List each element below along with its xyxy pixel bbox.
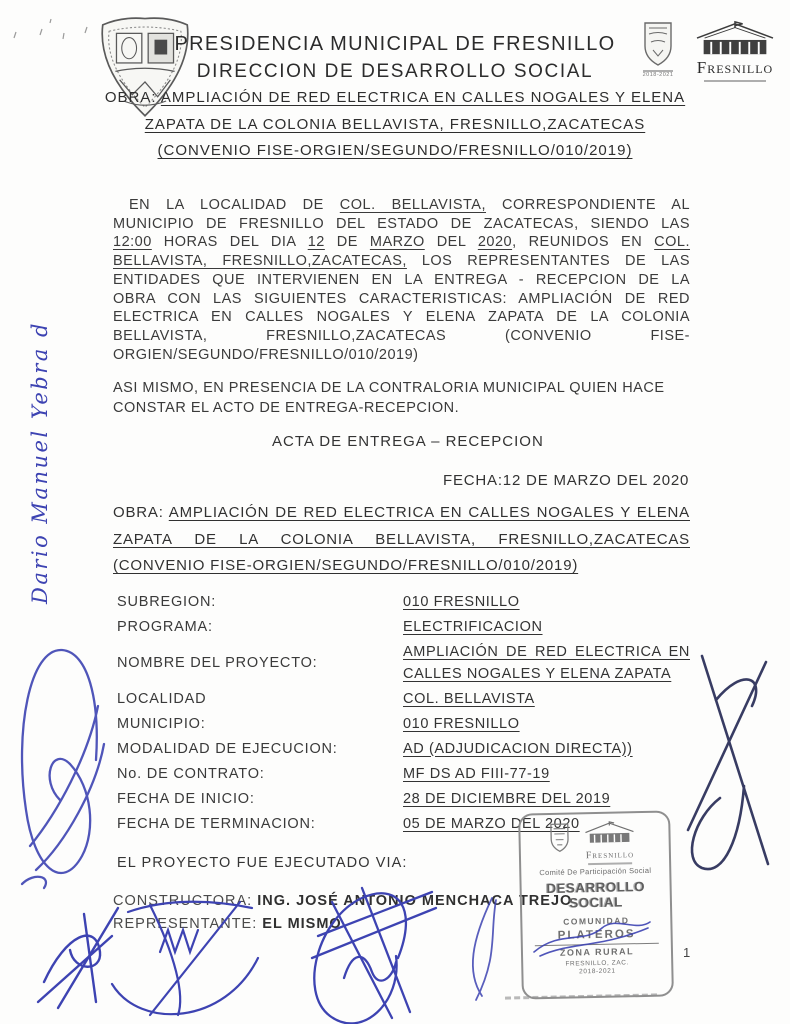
right-x-signature — [688, 656, 768, 869]
field-label: PROGRAMA: — [117, 619, 213, 635]
underlined-segment: 12 — [307, 234, 325, 251]
obra-heading — [95, 85, 695, 165]
text-segment: HORAS DEL DIA — [151, 234, 308, 251]
constructora-line — [113, 893, 572, 909]
stamp-building-icon — [578, 820, 640, 845]
obra-line2: ZAPATA DE LA COLONIA BELLAVISTA, FRESNILLO,ZACATECAS — [144, 115, 646, 133]
field-row — [117, 764, 690, 786]
obra-heading-line1 — [95, 85, 695, 112]
field-label: MODALIDAD DE EJECUCION: — [117, 740, 338, 757]
stamp-logos — [520, 819, 669, 866]
text-segment: EN LA LOCALIDAD DE — [129, 197, 340, 213]
field-value: 05 DE MARZO DEL 2020 — [403, 815, 580, 832]
header-titles — [170, 33, 620, 83]
page-title: PRESIDENCIA MUNICIPAL DE FRESNILLO — [174, 33, 616, 55]
fresnillo-logo — [688, 20, 782, 82]
underlined-segment: COL. BELLAVISTA, — [339, 197, 487, 213]
field-row — [117, 689, 690, 711]
stamp-fresnillo-logo — [578, 820, 641, 865]
field-label: LOCALIDAD — [117, 690, 207, 707]
underlined-segment: MARZO — [369, 234, 425, 251]
field-value: 28 DE DICIEMBRE DEL 2019 — [403, 790, 611, 807]
field-row — [117, 789, 690, 811]
fields-table — [117, 592, 690, 839]
left-margin-signature — [22, 650, 104, 888]
page-number: 1 — [683, 945, 691, 960]
underlined-segment: 2020 — [477, 234, 513, 251]
stamp-community: PLATEROS — [557, 928, 636, 942]
obra-prefix: OBRA: — [104, 89, 161, 106]
stamp-city: FRESNILLO, ZAC. — [565, 959, 630, 968]
underlined-segment: AMPLIACIÓN DE RED ELECTRICA EN CALLES NOGALES Y ELENA ZAPATA DE LA COLONIA BELLAVISTA, FRESNILLO,ZACATECAS (CONVENIO FISE-ORGIEN/SEGUNDO/FRESNILLO/010/2019) — [113, 504, 690, 574]
bottom-signature-3 — [473, 898, 496, 1000]
official-stamp — [518, 810, 674, 999]
constructora-label: CONSTRUCTORA: — [113, 893, 258, 909]
field-label: MUNICIPIO: — [117, 715, 206, 732]
stamp-fresnillo-wordmark: Fresnillo — [585, 849, 635, 862]
fresnillo-wordmark: Fresnillo — [696, 58, 774, 77]
field-label: NOMBRE DEL PROYECTO: — [117, 654, 318, 671]
main-paragraph — [113, 196, 690, 364]
scan-marks — [6, 14, 106, 44]
margin-handwritten-name: Dario Manuel Yebra d — [28, 321, 52, 604]
field-row — [117, 739, 690, 761]
left-bottom-signature — [38, 908, 118, 1008]
fecha-line: FECHA:12 DE MARZO DEL 2020 — [443, 472, 690, 489]
page-subtitle: DIRECCION DE DESARROLLO SOCIAL — [196, 61, 594, 82]
field-row — [117, 642, 690, 685]
obra-block-2 — [113, 500, 690, 580]
stamp-community-label: COMUNIDAD — [563, 915, 630, 927]
stamp-period: 2018-2021 — [579, 967, 616, 976]
field-row — [117, 617, 690, 639]
field-label: FECHA DE INICIO: — [117, 790, 255, 807]
stamp-logo-tagline-illegible — [588, 862, 632, 864]
obra-line1: AMPLIACIÓN DE RED ELECTRICA EN CALLES NOGALES Y ELENA — [160, 89, 686, 106]
shield-caption-illegible — [643, 70, 673, 72]
stamp-zone: ZONA RURAL — [559, 946, 635, 958]
field-label: FECHA DE TERMINACION: — [117, 815, 316, 832]
representante-label: REPRESENTANTE: — [113, 916, 263, 932]
field-value: ELECTRIFICACION — [403, 619, 543, 635]
field-label: No. DE CONTRATO: — [117, 765, 265, 782]
header-shield — [636, 20, 680, 78]
text-segment: CORRESPONDIENTE AL MUNICIPIO DE FRESNILLO DEL ESTADO DE ZACATECAS, SIENDO LAS — [113, 197, 691, 232]
executed-via-line: EL PROYECTO FUE EJECUTADO VIA: — [117, 855, 408, 871]
field-value: COL. BELLAVISTA — [403, 690, 535, 707]
stamp-department: DESARROLLO SOCIAL — [546, 878, 646, 911]
text-segment: OBRA: — [113, 504, 169, 521]
acta-title: ACTA DE ENTREGA – RECEPCION — [272, 433, 544, 450]
underlined-segment: 12:00 — [113, 234, 152, 251]
underlined-segment: COL. BELLAVISTA, FRESNILLO,ZACATECAS, — [113, 234, 690, 270]
obra-line3: (CONVENIO FISE-ORGIEN/SEGUNDO/FRESNILLO/010/2019) — [157, 142, 633, 159]
asi-mismo-paragraph: ASI MISMO, EN PRESENCIA DE LA CONTRALORIA MUNICIPAL QUIEN HACE CONSTAR EL ACTO DE ENTREGA-RECEPCION. — [113, 380, 665, 416]
field-value: AD (ADJUDICACION DIRECTA)) — [403, 740, 633, 757]
field-value: 010 FRESNILLO — [403, 715, 520, 732]
building-logo-icon — [692, 20, 778, 58]
text-segment: DE — [324, 234, 370, 251]
field-row — [117, 592, 690, 614]
representante-name: EL MISMO — [262, 916, 342, 932]
field-value: 010 FRESNILLO — [403, 594, 520, 610]
field-value: MF DS AD FIII-77-19 — [403, 765, 550, 782]
shield-period: 2018-2021 — [642, 72, 674, 78]
shield-icon — [641, 20, 675, 68]
representante-line — [113, 916, 342, 932]
text-segment: DEL — [424, 234, 478, 251]
field-label: SUBREGION: — [117, 594, 217, 610]
text-segment: LOS REPRESENTANTES DE LAS ENTIDADES QUE INTERVIENEN EN LA ENTREGA - RECEPCION DE LA OBRA CON LAS SIGUIENTES CARACTERISTICAS: AMPLIACIÓN DE RED ELECTRICA EN CALLES NOGALES Y ELENA ZAPATA DE LA COLONIA BELLAVISTA, FRESNILLO,ZACATECAS (CONVENIO FISE-ORGIEN/SEGUNDO/FRESNILLO/010/2019) — [113, 253, 690, 363]
field-row — [117, 714, 690, 736]
logo-tagline-illegible — [704, 80, 766, 82]
field-value: AMPLIACIÓN DE RED ELECTRICA EN CALLES NOGALES Y ELENA ZAPATA — [403, 644, 690, 682]
stamp-committee: Comité De Participación Social — [539, 865, 652, 878]
constructora-name: ING. JOSÉ ANTONIO MENCHACA TREJO — [257, 893, 573, 909]
stamp-shield-icon — [548, 822, 571, 854]
text-segment: , REUNIDOS EN — [512, 234, 655, 251]
